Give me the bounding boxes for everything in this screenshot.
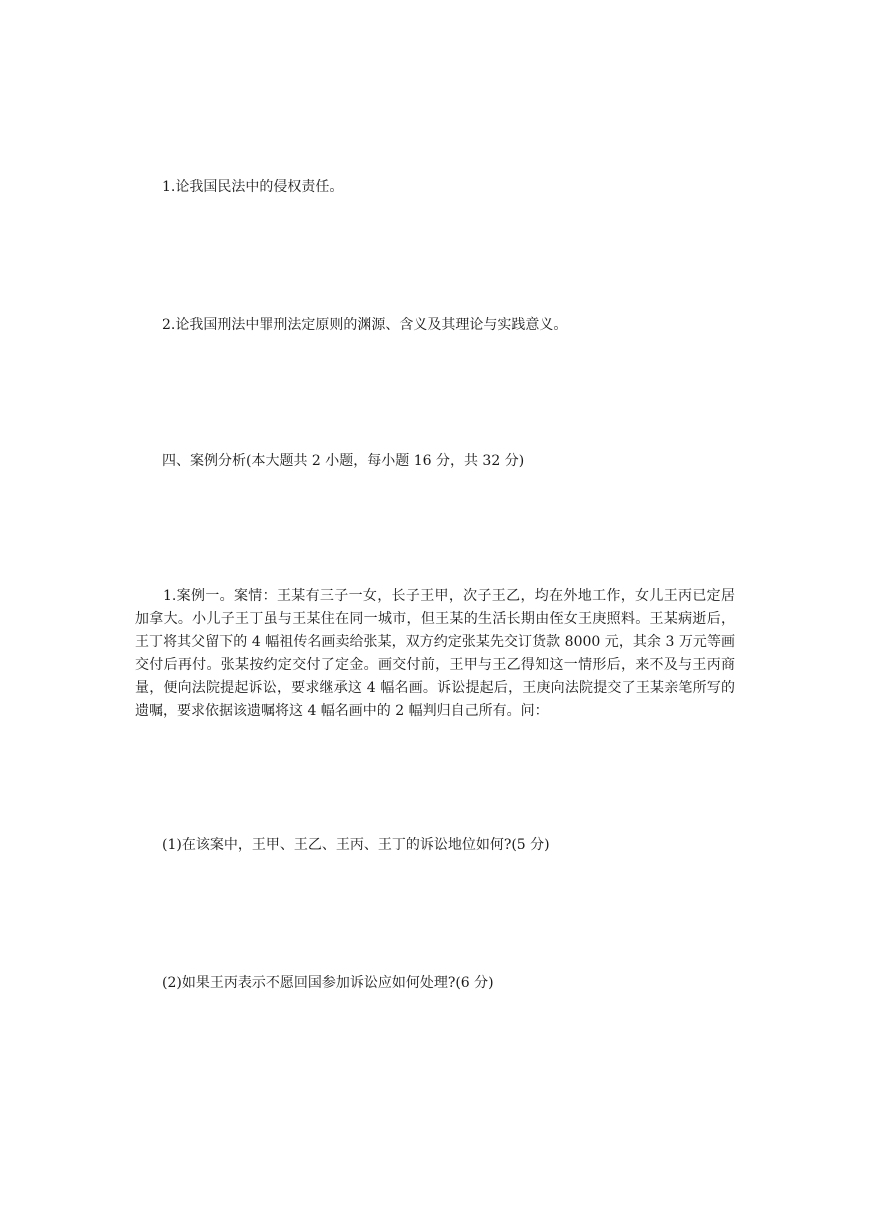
case-one-paragraph: 1.案例一。案情：王某有三子一女，长子王甲，次子王乙，均在外地工作，女儿王丙已定居加拿大。小儿子王丁虽与王某住在同一城市，但王某的生活长期由侄女王庚照料。王某病逝后，王丁将其父留下的 4 幅祖传名画卖给张某，双方约定张某先交订货款 8000 元，其余 3 万元等画交付后再付。张某按约定交付了定金。画交付前，王甲与王乙得知这一情形后，来不及与王丙商量，便向法院提起诉讼，要求继承这 4 幅名画。诉讼提起后，王庚向法院提交了王某亲笔所写的遗嘱，要求依据该遗嘱将这 4 幅名画中的 2 幅判归自己所有。问： [135, 588, 735, 719]
case-one-question-1: (1)在该案中，王甲、王乙、王丙、王丁的诉讼地位如何?(5 分) [162, 837, 550, 853]
case-one-question-2: (2)如果王丙表示不愿回国参加诉讼应如何处理?(6 分) [162, 975, 494, 991]
essay-question-1: 1.论我国民法中的侵权责任。 [162, 179, 344, 195]
section-four-heading: 四、案例分析(本大题共 2 小题，每小题 16 分，共 32 分) [162, 453, 525, 469]
essay-question-2: 2.论我国刑法中罪刑法定原则的渊源、含义及其理论与实践意义。 [162, 317, 568, 333]
